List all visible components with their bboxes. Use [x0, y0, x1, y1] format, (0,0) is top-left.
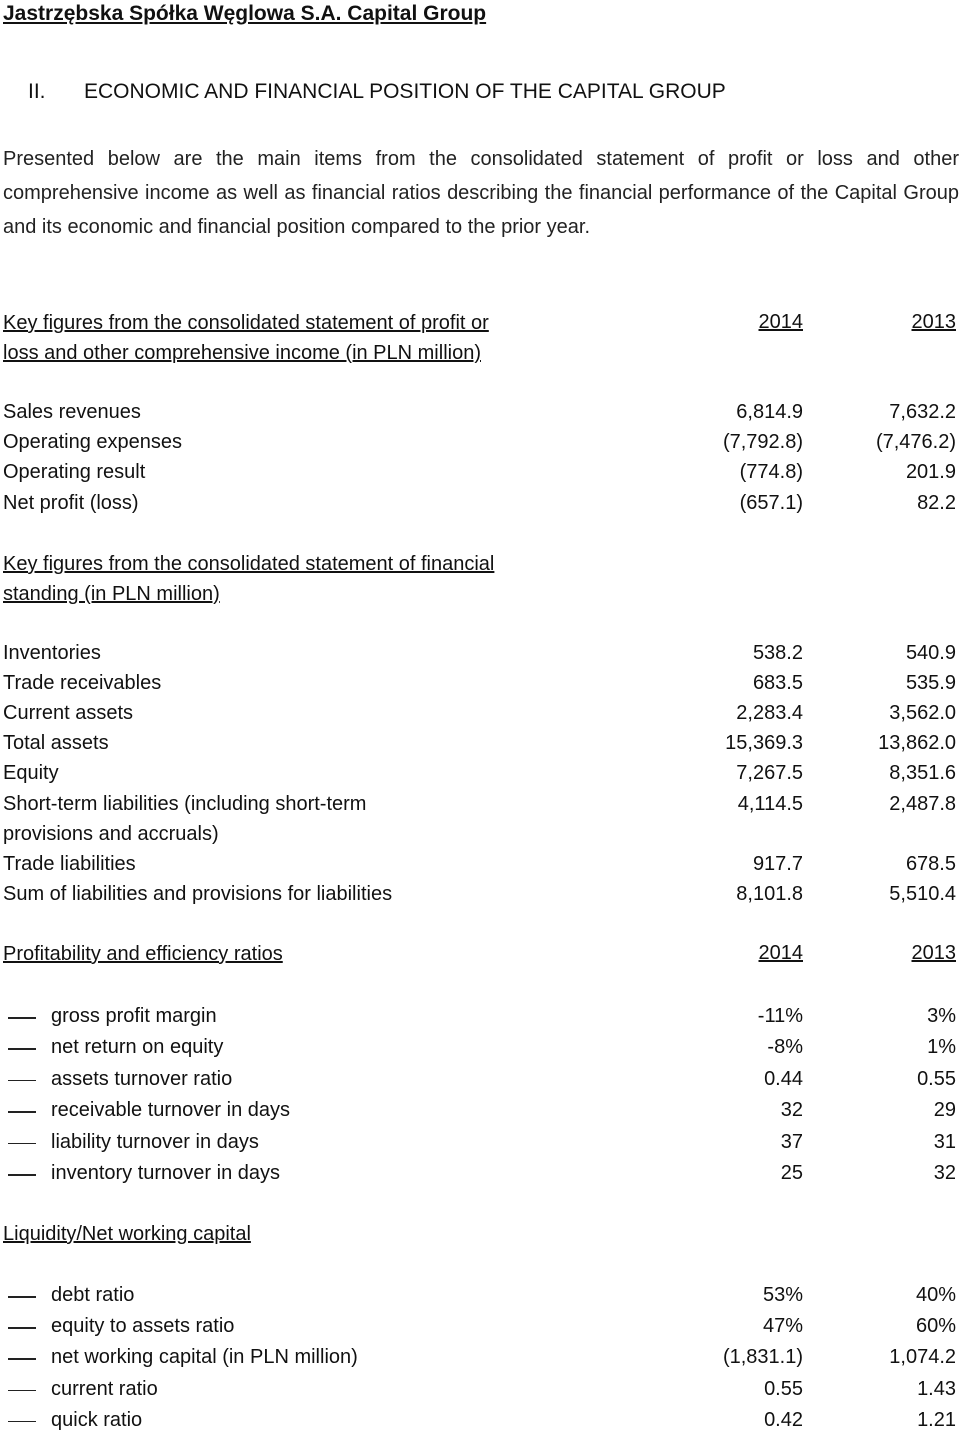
balance-row	[3, 638, 960, 668]
balance-row	[3, 849, 960, 879]
liquidity-label: quick ratio	[51, 1408, 143, 1431]
liquidity-row	[0, 1405, 960, 1436]
profitability-label: liability turnover in days	[51, 1130, 259, 1153]
balance-value-2013: 3,562.0	[889, 702, 956, 725]
profitability-row	[0, 1127, 960, 1158]
liquidity-value-2013: 40%	[915, 1284, 956, 1306]
liquidity-value-2014: 53%	[762, 1284, 803, 1306]
liquidity-value-2013: 1.43	[917, 1377, 956, 1400]
balance-label: Trade liabilities	[3, 852, 136, 875]
income-value-2013: (7,476.2)	[875, 431, 956, 454]
balance-label: Sum of liabilities and provisions for liabilities	[3, 882, 393, 905]
balance-label: Inventories	[3, 642, 101, 664]
liquidity-value-2013: 1,074.2	[889, 1346, 956, 1369]
profitability-value-2014: 37	[780, 1130, 803, 1153]
profitability-label: assets turnover ratio	[51, 1067, 233, 1090]
income-value-2013: 82.2	[917, 491, 956, 514]
balance-value-2013: 13,862.0	[878, 732, 956, 755]
balance-label: provisions and accruals)	[3, 822, 219, 845]
balance-value-2014: 683.5	[752, 672, 803, 695]
balance-value-2014: 7,267.5	[736, 762, 803, 785]
liquidity-value-2013: 60%	[915, 1315, 956, 1338]
profitability-row	[0, 1032, 960, 1063]
income-row	[3, 457, 960, 487]
balance-caption-line1: Key figures from the consolidated statement of financial	[3, 553, 495, 575]
income-label: Operating result	[3, 461, 146, 484]
balance-label: Equity	[3, 762, 59, 785]
dash-bullet-icon	[8, 1111, 36, 1113]
profitability-year-2014: 2014	[758, 942, 803, 964]
liquidity-row	[0, 1374, 960, 1405]
profitability-label: gross profit margin	[51, 1005, 217, 1027]
dash-bullet-icon	[8, 1017, 36, 1019]
profitability-label: net return on equity	[51, 1036, 224, 1059]
dash-bullet-icon	[8, 1143, 36, 1145]
dash-bullet-icon	[8, 1048, 36, 1050]
income-value-2014: (7,792.8)	[722, 431, 803, 454]
dash-bullet-icon	[8, 1390, 36, 1392]
income-value-2014: (774.8)	[739, 461, 803, 484]
dash-bullet-icon	[8, 1174, 36, 1176]
liquidity-value-2014: 0.42	[764, 1408, 803, 1431]
profitability-row	[0, 1064, 960, 1095]
balance-row	[3, 789, 960, 819]
profitability-value-2013: 29	[933, 1099, 956, 1122]
profitability-value-2013: 0.55	[917, 1067, 956, 1090]
profitability-value-2014: 25	[780, 1162, 803, 1184]
balance-row	[3, 698, 960, 728]
balance-value-2014: 15,369.3	[725, 732, 803, 755]
liquidity-row	[0, 1342, 960, 1373]
liquidity-value-2014: 47%	[762, 1315, 803, 1338]
profitability-value-2014: -8%	[767, 1036, 803, 1059]
profitability-value-2014: 0.44	[764, 1067, 803, 1090]
profitability-year-2013: 2013	[911, 942, 956, 964]
company-header: Jastrzębska Spółka Węglowa S.A. Capital Group	[3, 2, 487, 25]
liquidity-row	[0, 1280, 960, 1311]
balance-caption-line2: standing (in PLN million)	[3, 583, 220, 605]
balance-value-2014: 538.2	[752, 642, 803, 664]
dash-bullet-icon	[8, 1296, 36, 1298]
balance-label: Trade receivables	[3, 672, 162, 695]
section-title: ECONOMIC AND FINANCIAL POSITION OF THE CAPITAL GROUP	[84, 80, 726, 103]
liquidity-label: current ratio	[51, 1377, 158, 1400]
liquidity-label: equity to assets ratio	[51, 1315, 235, 1338]
balance-value-2013: 2,487.8	[889, 792, 956, 815]
balance-value-2014: 4,114.5	[737, 792, 803, 815]
liquidity-label: net working capital (in PLN million)	[51, 1346, 358, 1369]
liquidity-row	[0, 1311, 960, 1342]
income-year-2013: 2013	[911, 311, 956, 333]
balance-row	[3, 879, 960, 909]
income-value-2014: (657.1)	[739, 491, 803, 514]
income-caption-line1: Key figures from the consolidated statement of profit or	[3, 312, 489, 334]
balance-value-2013: 678.5	[905, 852, 956, 875]
balance-value-2013: 8,351.6	[889, 762, 956, 785]
profitability-value-2013: 32	[933, 1162, 956, 1184]
balance-value-2013: 535.9	[905, 672, 956, 695]
profitability-value-2014: 32	[780, 1099, 803, 1122]
income-row	[3, 397, 960, 427]
income-label: Operating expenses	[3, 431, 183, 454]
liquidity-value-2013: 1.21	[917, 1408, 956, 1431]
balance-row	[3, 728, 960, 758]
income-value-2013: 201.9	[905, 461, 956, 484]
dash-bullet-icon	[8, 1421, 36, 1423]
balance-value-2013: 540.9	[905, 642, 956, 664]
balance-value-2013: 5,510.4	[889, 882, 956, 905]
balance-label: Short-term liabilities (including short-term	[3, 792, 367, 815]
profitability-value-2013: 1%	[927, 1036, 956, 1059]
profitability-caption: Profitability and efficiency ratios	[3, 943, 283, 965]
income-value-2014: 6,814.9	[736, 401, 803, 423]
profitability-value-2014: -11%	[757, 1005, 803, 1027]
liquidity-caption: Liquidity/Net working capital	[3, 1223, 251, 1245]
dash-bullet-icon	[8, 1080, 36, 1082]
profitability-row	[0, 1158, 960, 1189]
profitability-label: inventory turnover in days	[51, 1162, 281, 1184]
income-row	[3, 488, 960, 518]
dash-bullet-icon	[8, 1358, 36, 1360]
balance-label: Total assets	[3, 732, 109, 755]
balance-value-2014: 917.7	[752, 852, 803, 875]
profitability-row	[0, 1001, 960, 1032]
liquidity-value-2014: 0.55	[764, 1377, 803, 1400]
liquidity-value-2014: (1,831.1)	[722, 1346, 803, 1369]
balance-label: Current assets	[3, 702, 134, 725]
income-value-2013: 7,632.2	[889, 401, 956, 423]
income-row	[3, 427, 960, 457]
income-caption-line2: loss and other comprehensive income (in PLN million)	[3, 342, 481, 364]
dash-bullet-icon	[8, 1327, 36, 1329]
profitability-value-2013: 31	[933, 1130, 956, 1153]
balance-value-2014: 2,283.4	[736, 702, 803, 725]
section-number: II.	[28, 80, 46, 103]
income-label: Sales revenues	[3, 401, 141, 423]
intro-paragraph: Presented below are the main items from the consolidated statement of profit or loss and other comprehensive income as well as financial ratios describing the financial performance of the Capital Group and its economic and financial position compared to the prior year.	[3, 148, 959, 238]
profitability-row	[0, 1095, 960, 1126]
liquidity-label: debt ratio	[51, 1284, 135, 1306]
profitability-value-2013: 3%	[927, 1005, 956, 1027]
profitability-label: receivable turnover in days	[51, 1099, 291, 1122]
income-label: Net profit (loss)	[3, 491, 139, 514]
balance-row	[3, 758, 960, 788]
balance-value-2014: 8,101.8	[736, 882, 803, 905]
balance-row	[3, 668, 960, 698]
balance-row	[3, 819, 960, 849]
income-year-2014: 2014	[758, 311, 803, 333]
